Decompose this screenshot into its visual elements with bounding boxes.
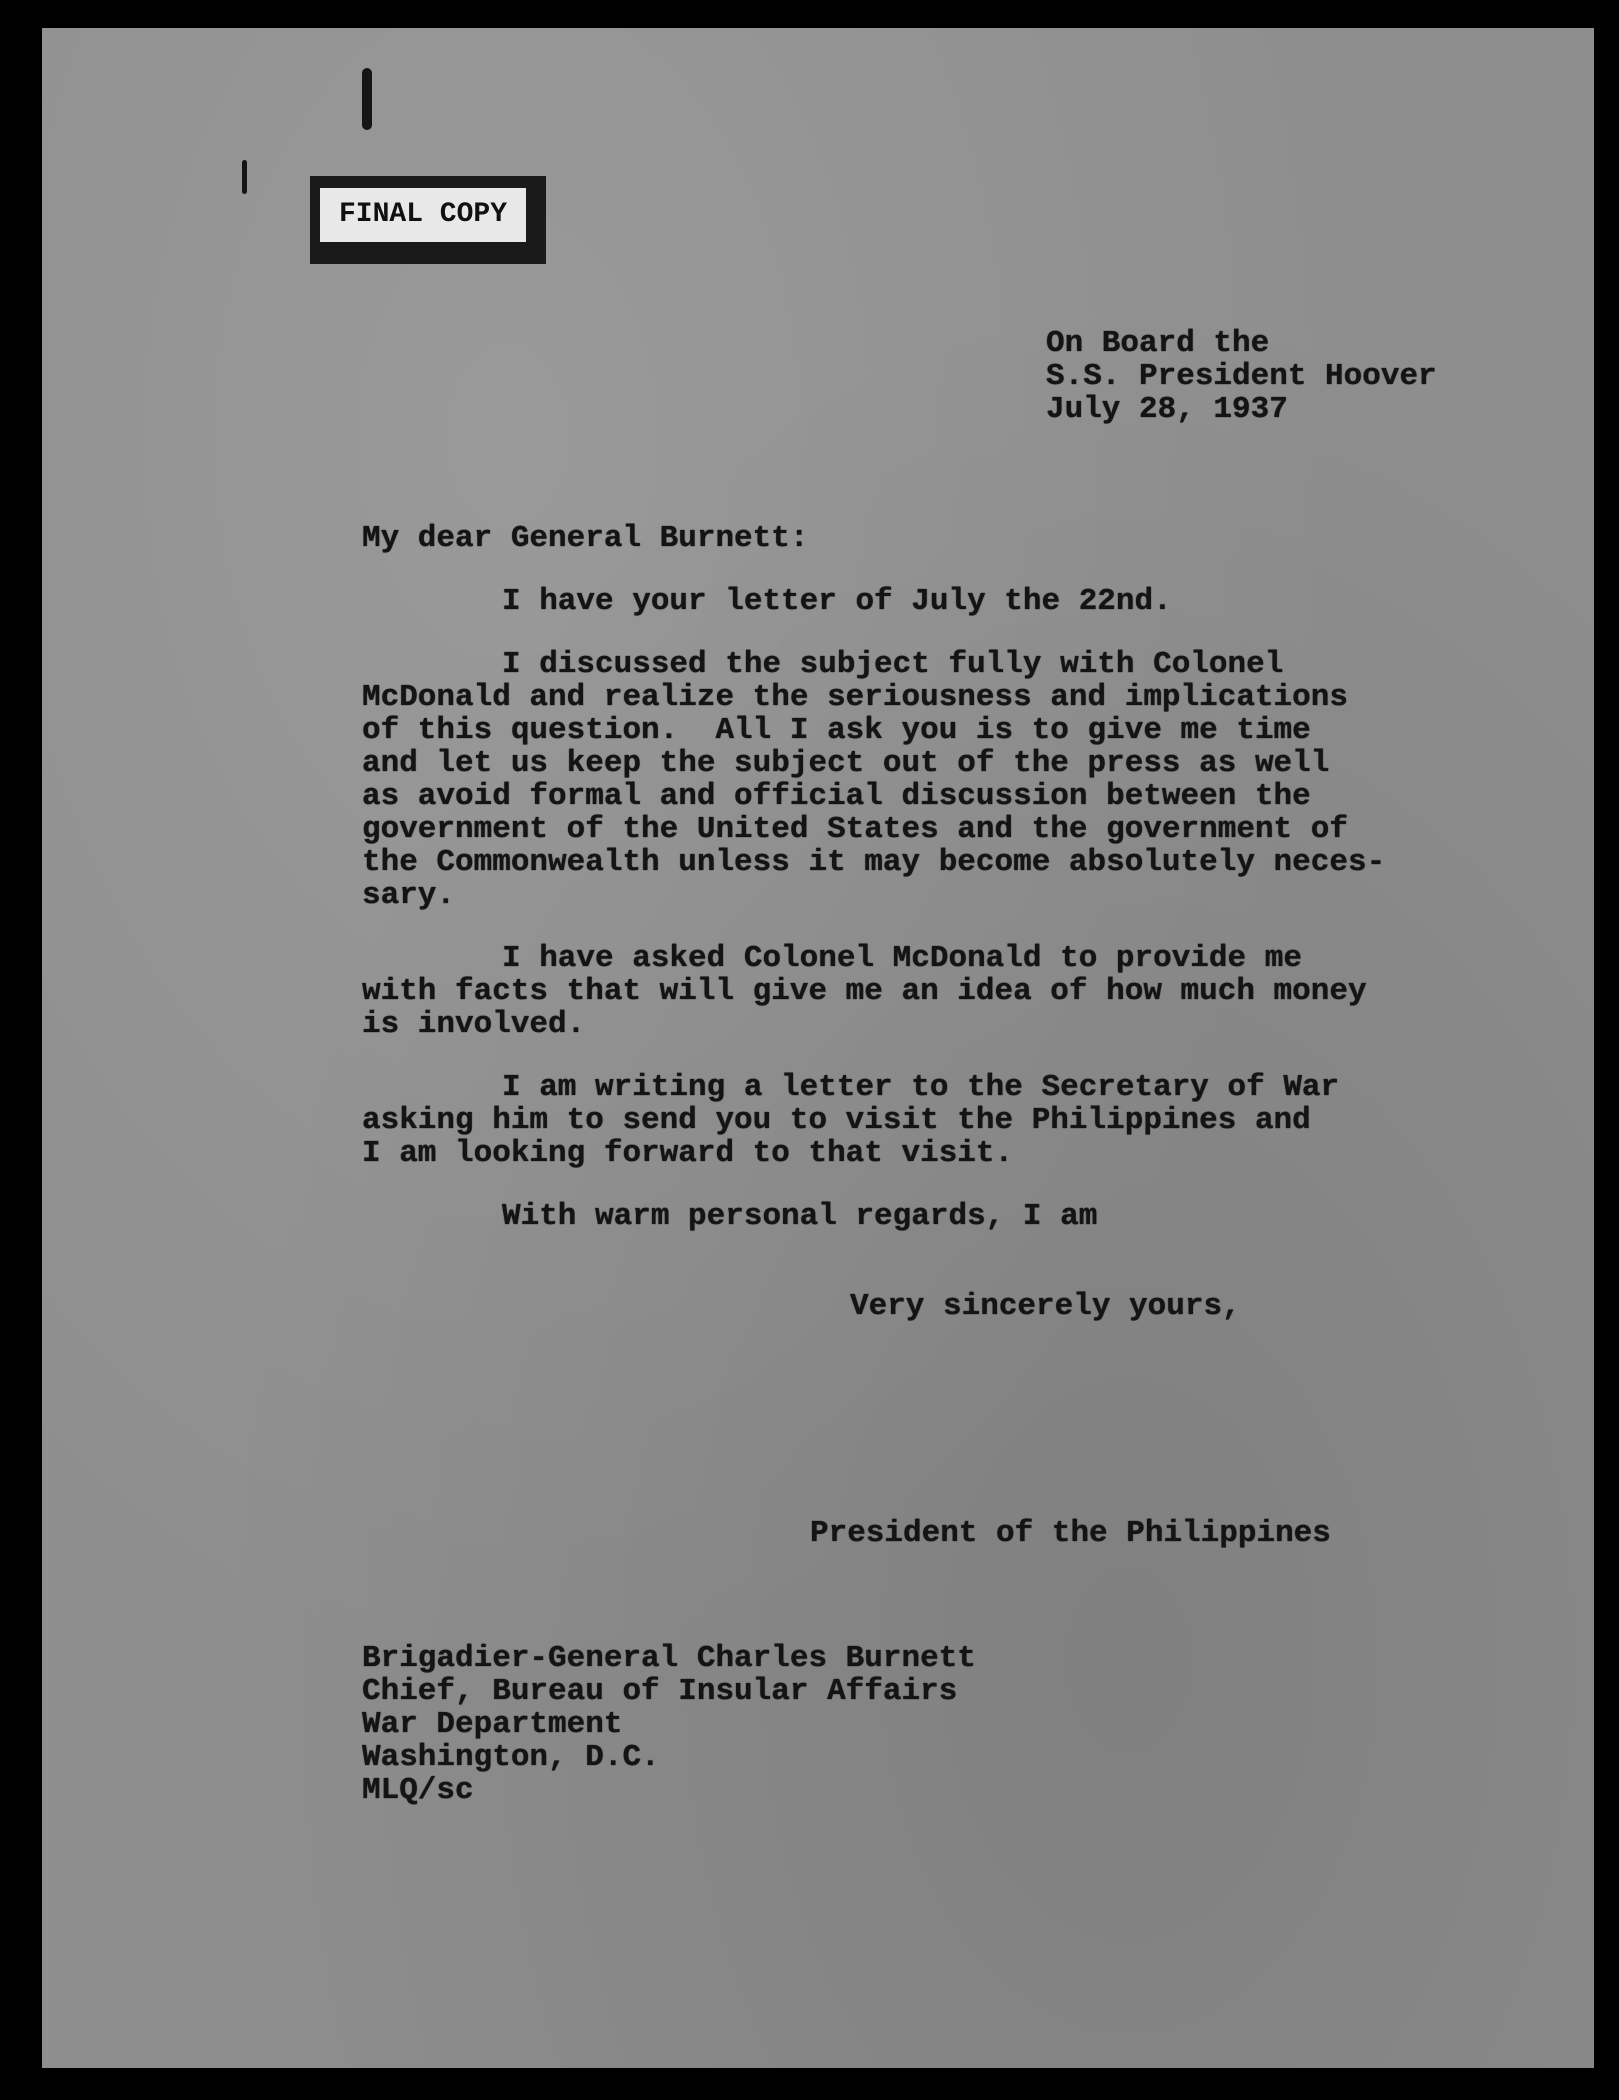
paragraph-2-line: the Commonwealth unless it may become absolutely neces- <box>362 845 1386 880</box>
paragraph-4-line: I am looking forward to that visit. <box>362 1136 1014 1171</box>
signature-title: President of the Philippines <box>810 1516 1331 1551</box>
salutation: My dear General Burnett: <box>362 521 809 556</box>
letter-page <box>42 28 1594 2068</box>
paragraph-3-line: is involved. <box>362 1007 586 1042</box>
paragraph-2-line: sary. <box>362 878 456 913</box>
recipient-city: Washington, D.C. <box>362 1740 660 1775</box>
paragraph-4-line: asking him to send you to visit the Philippines and <box>362 1103 1311 1138</box>
paragraph-4-line: I am writing a letter to the Secretary of War <box>502 1070 1340 1105</box>
recipient-department: War Department <box>362 1707 623 1742</box>
paragraph-2-line: I discussed the subject fully with Colonel <box>502 647 1284 682</box>
clip-mark <box>362 68 372 130</box>
paragraph-2-line: as avoid formal and official discussion between the <box>362 779 1311 814</box>
stamp-label: FINAL COPY <box>320 188 526 242</box>
heading-line-2: S.S. President Hoover <box>1046 359 1437 394</box>
paragraph-2-line: McDonald and realize the seriousness and implications <box>362 680 1348 715</box>
final-copy-stamp <box>310 176 546 264</box>
closing: Very sincerely yours, <box>850 1289 1241 1324</box>
paragraph-1: I have your letter of July the 22nd. <box>502 584 1172 619</box>
paragraph-2-line: and let us keep the subject out of the press as well <box>362 746 1330 781</box>
clip-mark-small <box>242 160 247 194</box>
recipient-title: Chief, Bureau of Insular Affairs <box>362 1674 958 1709</box>
paragraph-5: With warm personal regards, I am <box>502 1199 1098 1234</box>
recipient-name: Brigadier-General Charles Burnett <box>362 1641 976 1676</box>
letter-date: July 28, 1937 <box>1046 392 1288 427</box>
paragraph-3-line: I have asked Colonel McDonald to provide me <box>502 941 1302 976</box>
paragraph-2-line: government of the United States and the government of <box>362 812 1348 847</box>
heading-line-1: On Board the <box>1046 326 1270 361</box>
paragraph-3-line: with facts that will give me an idea of how much money <box>362 974 1367 1009</box>
paragraph-2-line: of this question. All I ask you is to give me time <box>362 713 1311 748</box>
reference-initials: MLQ/sc <box>362 1773 474 1808</box>
